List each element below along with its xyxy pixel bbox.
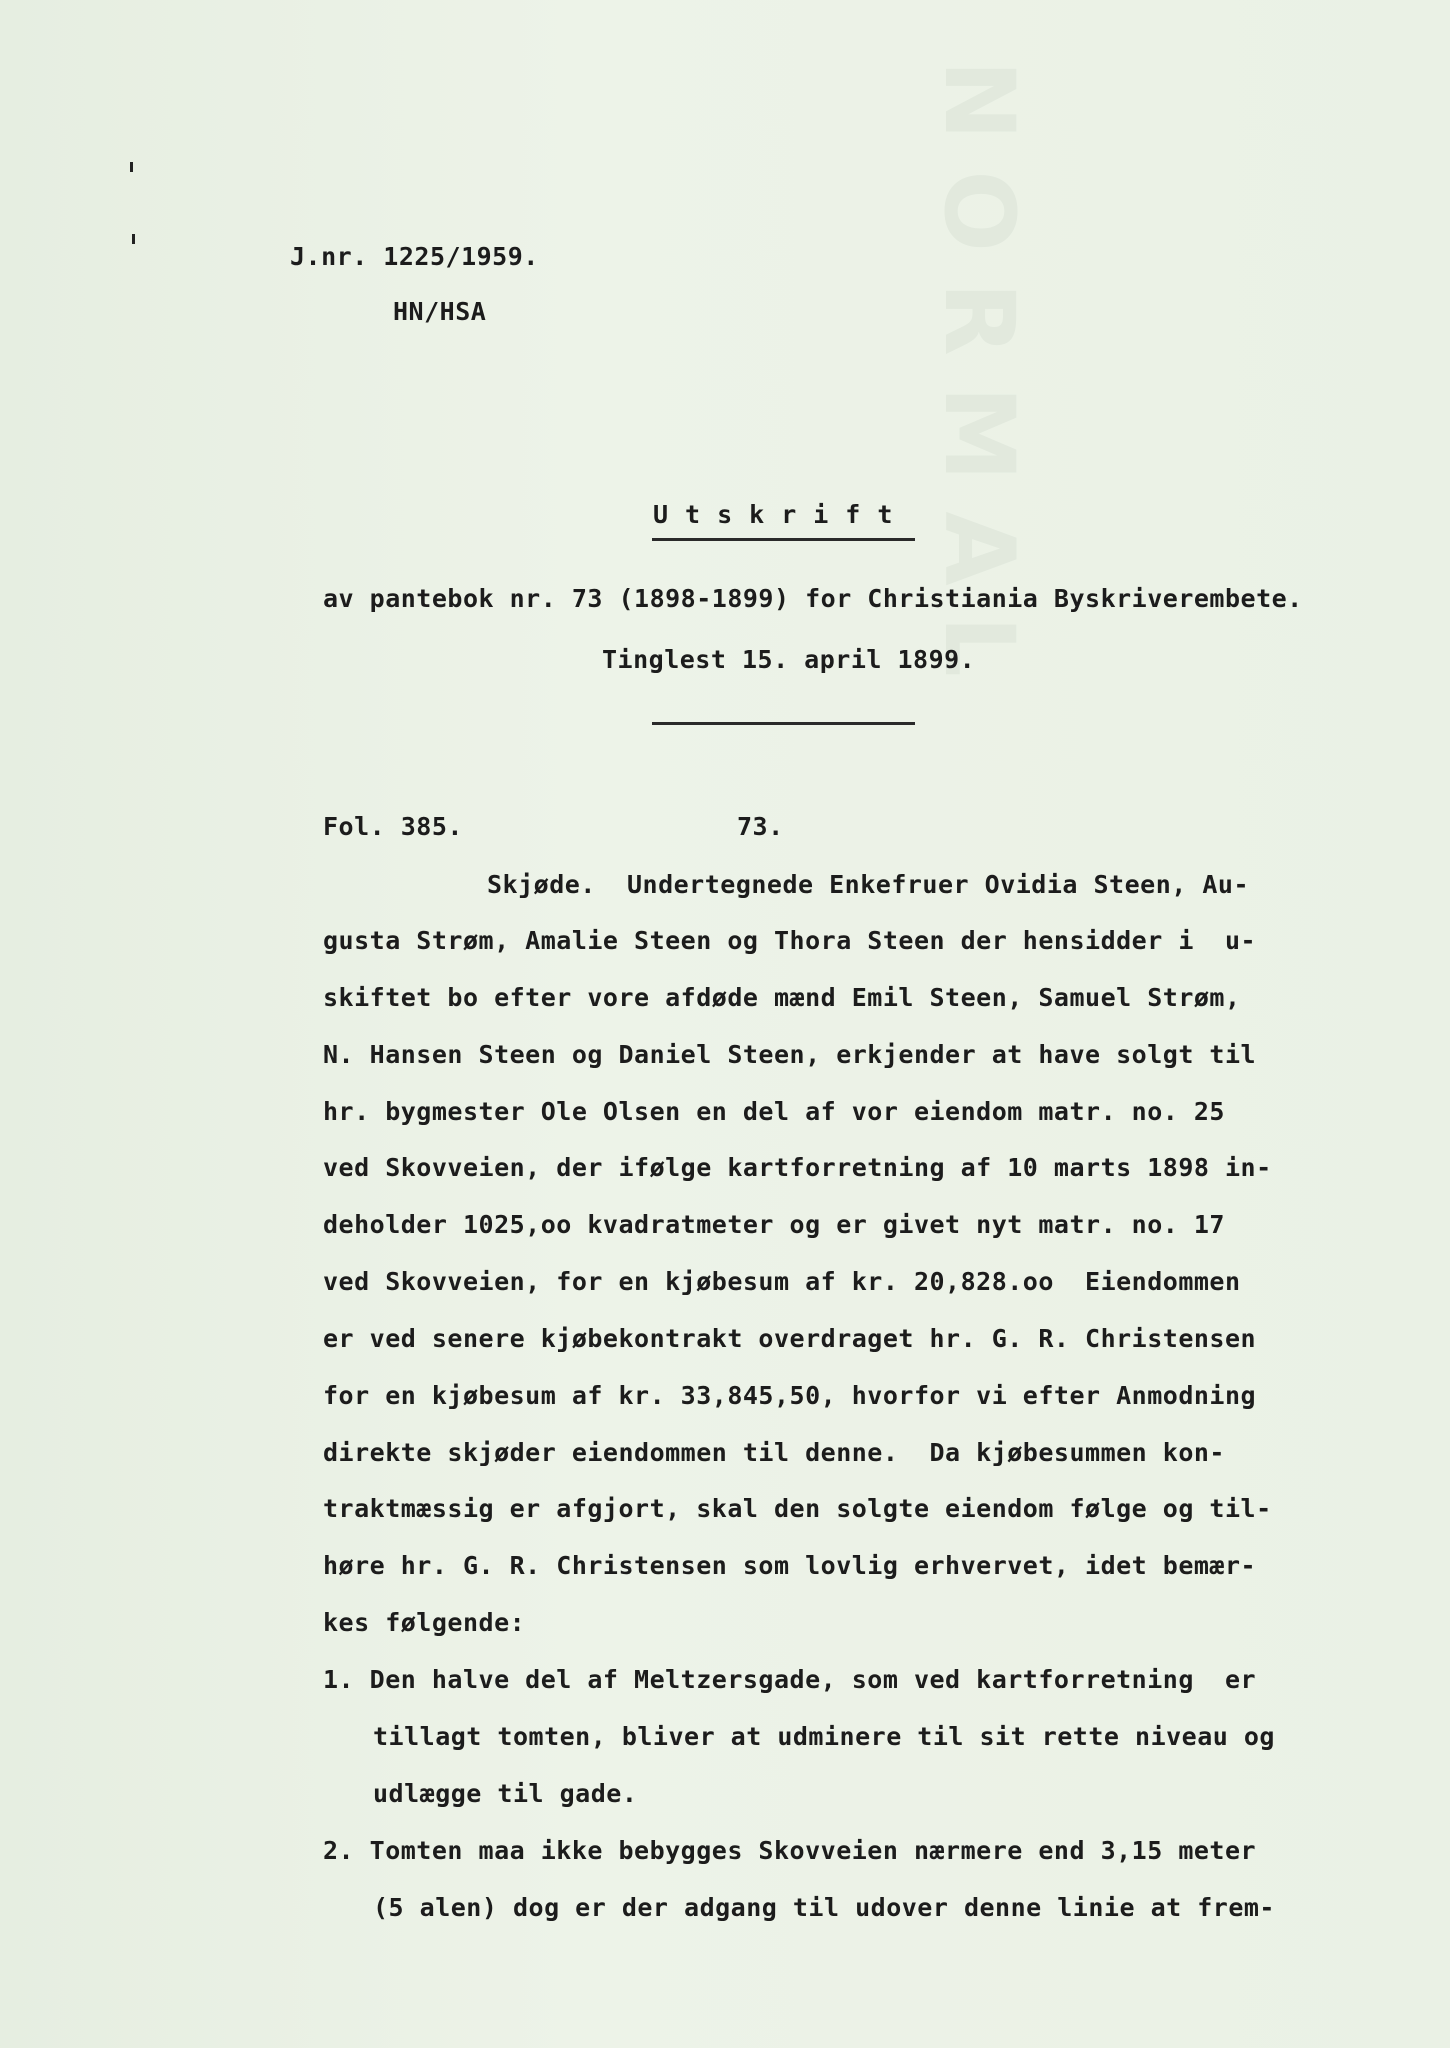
body-line: er ved senere kjøbekontrakt overdraget hr. G. R. Christensen <box>323 1324 1257 1353</box>
body-line: kes følgende: <box>323 1608 526 1637</box>
body-line: gusta Strøm, Amalie Steen og Thora Steen der hensidder i u- <box>323 926 1257 955</box>
margin-mark <box>132 234 135 244</box>
initials: HN/HSA <box>393 297 487 326</box>
folio: Fol. 385. <box>323 812 463 841</box>
subtitle-line-2: Tinglest 15. april 1899. <box>602 645 976 674</box>
entry-number: 73. <box>737 812 784 841</box>
margin-mark <box>130 162 133 172</box>
body-line: direkte skjøder eiendommen til denne. Da kjøbesummen kon- <box>323 1438 1225 1467</box>
list-item-2-line: 2. Tomten maa ikke bebygges Skovveien nærmere end 3,15 meter <box>323 1836 1257 1865</box>
body-line: ved Skovveien, for en kjøbesum af kr. 20,828.oo Eiendommen <box>323 1267 1241 1296</box>
list-item-1-line: tillagt tomten, bliver at udminere til sit rette niveau og <box>373 1722 1275 1751</box>
title-underline <box>652 538 915 541</box>
body-line: traktmæssig er afgjort, skal den solgte eiendom følge og til- <box>323 1494 1272 1523</box>
body-line: deholder 1025,oo kvadratmeter og er givet nyt matr. no. 17 <box>323 1210 1225 1239</box>
list-item-2-line: (5 alen) dog er der adgang til udover denne linie at frem- <box>373 1893 1275 1922</box>
list-item-1-line: udlægge til gade. <box>373 1779 638 1808</box>
document-title: Utskrift <box>653 500 910 529</box>
body-line: N. Hansen Steen og Daniel Steen, erkjender at have solgt til <box>323 1040 1257 1069</box>
divider <box>652 722 915 725</box>
normal-watermark: NORMAL <box>923 60 1035 707</box>
body-line: for en kjøbesum af kr. 33,845,50, hvorfor vi efter Anmodning <box>323 1381 1257 1410</box>
body-line: skiftet bo efter vore afdøde mænd Emil Steen, Samuel Strøm, <box>323 983 1241 1012</box>
body-line: ved Skovveien, der ifølge kartforretning af 10 marts 1898 in- <box>323 1153 1272 1182</box>
body-line: Skjøde. Undertegnede Enkefruer Ovidia Steen, Au- <box>487 870 1250 899</box>
list-item-1-line: 1. Den halve del af Meltzersgade, som ved kartforretning er <box>323 1665 1257 1694</box>
subtitle-line-1: av pantebok nr. 73 (1898-1899) for Christiania Byskriverembete. <box>323 584 1303 613</box>
journal-number: J.nr. 1225/1959. <box>290 242 539 271</box>
body-line: hr. bygmester Ole Olsen en del af vor eiendom matr. no. 25 <box>323 1097 1225 1126</box>
body-line: høre hr. G. R. Christensen som lovlig erhvervet, idet bemær- <box>323 1551 1257 1580</box>
